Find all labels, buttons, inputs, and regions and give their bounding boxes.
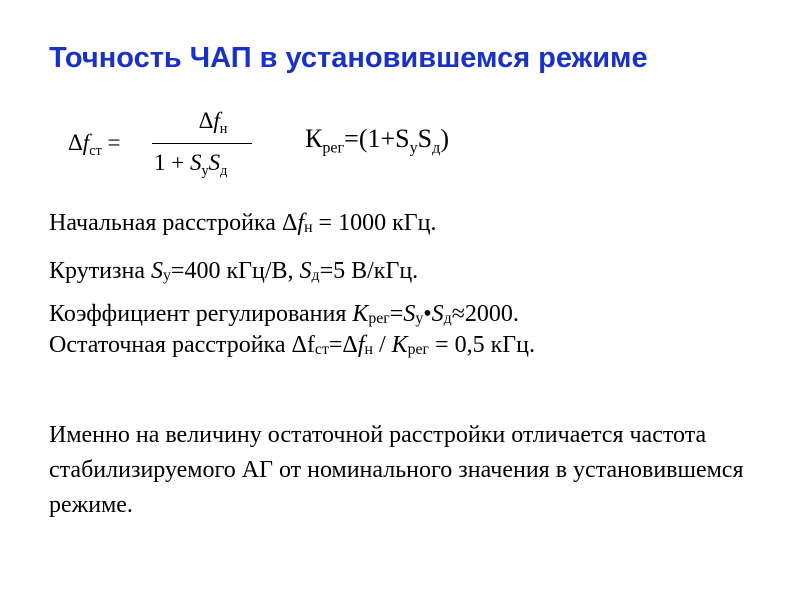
- s-symbol: S: [431, 301, 444, 327]
- fraction-numerator: [168, 108, 258, 138]
- equals-sign: =: [389, 301, 404, 327]
- slope-line: [49, 256, 418, 291]
- text-span: ≈2000.: [451, 301, 519, 327]
- subscript: рег: [322, 139, 345, 157]
- subscript: д: [443, 309, 452, 327]
- s-symbol: S: [299, 258, 312, 284]
- regulation-coefficient-formula: [305, 124, 449, 158]
- f-symbol: f: [82, 130, 90, 155]
- s-symbol: S: [403, 301, 416, 327]
- delta-symbol: Δ: [68, 130, 83, 155]
- subscript: у: [409, 139, 418, 157]
- delta-symbol: Δ: [198, 108, 214, 133]
- formula-text: ): [440, 124, 450, 153]
- k-symbol: К: [391, 332, 408, 358]
- text-span: =5 В/кГц.: [319, 258, 419, 284]
- text-span: /: [373, 332, 392, 358]
- subscript: у: [201, 162, 209, 179]
- dot-symbol: •: [423, 301, 432, 327]
- text-span: Коэффициент регулирования: [49, 301, 353, 327]
- residual-detuning-line: [49, 330, 535, 365]
- text-span: =400 кГц/В,: [170, 258, 300, 284]
- subscript: у: [163, 266, 171, 284]
- text-span: Начальная расстройка Δ: [49, 210, 298, 236]
- subscript: д: [432, 139, 441, 157]
- subscript: у: [415, 309, 424, 327]
- s-symbol: S: [189, 150, 202, 175]
- text-span: Крутизна: [49, 258, 151, 284]
- subscript: н: [304, 218, 313, 236]
- subscript: рег: [407, 340, 430, 358]
- subscript: н: [219, 120, 228, 137]
- conclusion-paragraph: Именно на величину остаточной расстройки отличается частота стабилизируемого АГ от номинального значения в установившемся режиме.: [49, 422, 744, 518]
- denominator-one: 1 +: [154, 150, 190, 175]
- f-symbol: f: [357, 332, 365, 358]
- text-span: Остаточная расстройка Δf: [49, 332, 315, 358]
- fraction-bar: [152, 143, 252, 144]
- f-symbol: f: [297, 210, 305, 236]
- equals-sign: =: [107, 130, 121, 155]
- subscript: рег: [368, 309, 390, 327]
- s-symbol: S: [417, 124, 433, 153]
- k-symbol: К: [305, 124, 323, 153]
- s-symbol: S: [151, 258, 163, 284]
- subscript: д: [311, 266, 320, 284]
- f-symbol: f: [213, 108, 220, 133]
- subscript: ст: [89, 142, 102, 159]
- regulation-coefficient-line: [49, 299, 519, 334]
- fraction-denominator: [154, 150, 227, 180]
- subscript: ст: [314, 340, 329, 358]
- text-span: = 1000 кГц.: [312, 210, 437, 236]
- text-span: = 0,5 кГц.: [429, 332, 535, 358]
- subscript: д: [220, 162, 228, 179]
- k-symbol: К: [352, 301, 369, 327]
- formula-text: =(1+S: [344, 124, 410, 153]
- initial-detuning-line: [49, 208, 436, 243]
- subscript: н: [364, 340, 373, 358]
- residual-detuning-formula: [68, 108, 258, 188]
- slide-title: Точность ЧАП в установившемся режиме: [49, 42, 648, 74]
- formula-lhs: [68, 130, 120, 160]
- text-span: =Δ: [328, 332, 358, 358]
- s-symbol: S: [208, 150, 221, 175]
